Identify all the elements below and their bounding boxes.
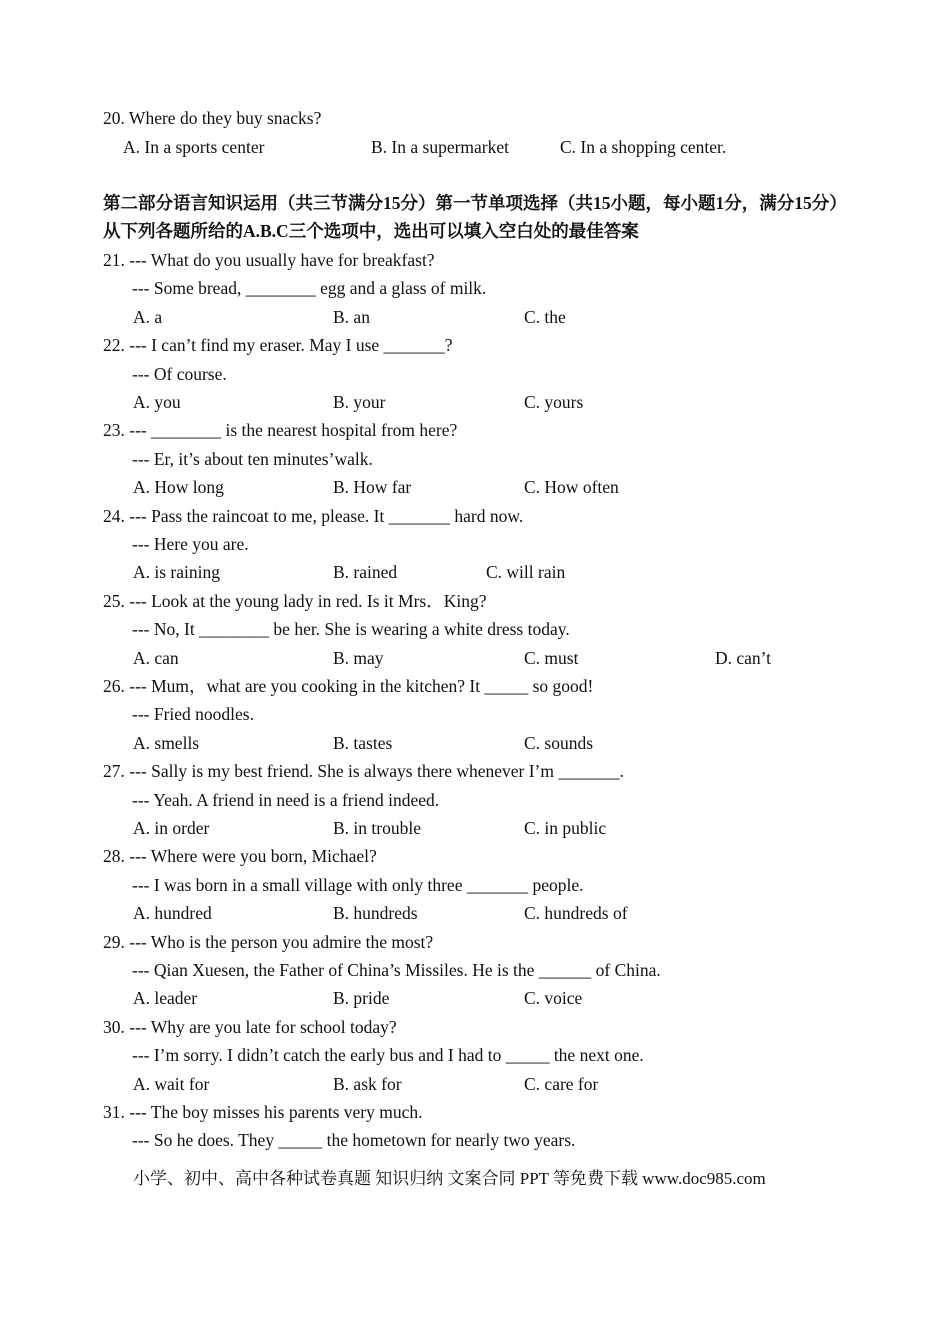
question-reply: --- Some bread, ________ egg and a glass of milk.: [132, 278, 487, 299]
answer-option: C. sounds: [524, 732, 594, 753]
question-stem: 27. --- Sally is my best friend. She is always there whenever I’m _______.: [103, 761, 624, 782]
answer-option: B. rained: [333, 562, 398, 583]
question-reply: --- Er, it’s about ten minutes’walk.: [132, 448, 373, 469]
answer-option: A. a: [133, 306, 163, 327]
question-reply: --- Yeah. A friend in need is a friend indeed.: [132, 789, 440, 810]
answer-option: B. your: [333, 392, 386, 412]
question-reply: --- Of course.: [132, 363, 227, 384]
question-stem: 29. --- Who is the person you admire the most?: [103, 931, 434, 952]
answer-option: C. will rain: [486, 562, 566, 583]
answer-option: C. must: [524, 647, 579, 668]
answer-option: B. pride: [333, 988, 390, 1009]
question-20-option-b: B. In a supermarket: [371, 137, 510, 157]
question-reply: --- I was born in a small village with only three _______ people.: [132, 874, 584, 895]
question-stem: 26. --- Mum，what are you cooking in the kitchen? It _____ so good!: [103, 676, 594, 696]
answer-option: A. you: [133, 392, 181, 412]
question-stem: 25. --- Look at the young lady in red. Is it Mrs．King?: [103, 590, 487, 611]
answer-option: A. How long: [133, 477, 224, 498]
question-reply: --- I’m sorry. I didn’t catch the early bus and I had to _____ the next one.: [132, 1045, 644, 1066]
question-reply: --- So he does. They _____ the hometown for nearly two years.: [132, 1130, 576, 1151]
answer-option: C. voice: [524, 988, 583, 1009]
question-reply: --- No, It ________ be her. She is wearing a white dress today.: [132, 619, 570, 640]
answer-option: A. is raining: [133, 562, 221, 583]
answer-option: B. tastes: [333, 732, 393, 753]
answer-option: A. wait for: [133, 1073, 210, 1094]
answer-option: C. care for: [524, 1073, 599, 1094]
answer-option: B. an: [333, 306, 370, 327]
question-stem: 24. --- Pass the raincoat to me, please. It _______ hard now.: [103, 505, 524, 526]
answer-option: B. in trouble: [333, 818, 421, 838]
answer-option: C. the: [524, 306, 566, 327]
answer-option: B. How far: [333, 477, 412, 498]
answer-option: B. hundreds: [333, 903, 418, 924]
answer-option: C. yours: [524, 392, 584, 412]
answer-option: A. hundred: [133, 903, 212, 924]
answer-option: C. hundreds of: [524, 903, 628, 924]
question-20-option-a: A. In a sports center: [123, 137, 265, 157]
answer-option: A. can: [133, 647, 179, 668]
question-20-stem: 20. Where do they buy snacks?: [103, 108, 322, 128]
answer-option: A. in order: [133, 818, 210, 838]
question-reply: --- Qian Xuesen, the Father of China’s Missiles. He is the ______ of China.: [132, 960, 661, 980]
question-stem: 21. --- What do you usually have for breakfast?: [103, 250, 435, 270]
answer-option: C. in public: [524, 818, 607, 838]
question-stem: 31. --- The boy misses his parents very much.: [103, 1102, 423, 1122]
footer-text: 小学、初中、高中各种试卷真题 知识归纳 文案合同 PPT 等免费下载 www.doc985.com: [133, 1169, 766, 1188]
question-20-option-c: C. In a shopping center.: [560, 137, 727, 157]
answer-option: A. leader: [133, 988, 198, 1009]
question-reply: --- Here you are.: [132, 534, 249, 554]
question-stem: 28. --- Where were you born, Michael?: [103, 846, 377, 867]
answer-option: A. smells: [133, 732, 200, 753]
question-reply: --- Fried noodles.: [132, 704, 254, 725]
answer-option: C. How often: [524, 477, 619, 498]
question-stem: 23. --- ________ is the nearest hospital from here?: [103, 420, 458, 441]
section-header: 第二部分语言知识运用（共三节满分15分）第一节单项选择（共15小题，每小题1分，满分15分）从下列各题所给的A.B.C三个选项中，选出可以填入空白处的最佳答案: [103, 193, 847, 241]
answer-option: B. may: [333, 647, 384, 668]
answer-option: D. can’t: [715, 647, 772, 668]
question-stem: 22. --- I can’t find my eraser. May I use _______?: [103, 335, 453, 356]
answer-option: B. ask for: [333, 1073, 402, 1094]
question-stem: 30. --- Why are you late for school today?: [103, 1016, 397, 1037]
